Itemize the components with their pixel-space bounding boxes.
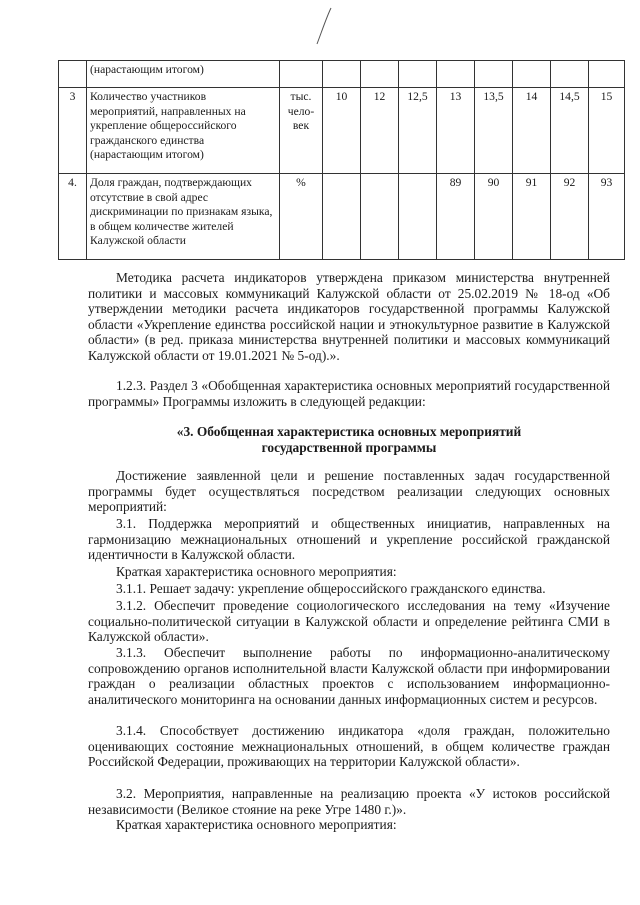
indicator-name: (нарастающим итогом): [87, 61, 280, 88]
value-cell: 13: [437, 88, 475, 174]
value-cell: [323, 61, 361, 88]
value-cell: 10: [323, 88, 361, 174]
item-3-2-paragraph: 3.2. Мероприятия, направленные на реализацию проекта «У истоков российской независимости (Великое стояние на реке Угре 1480 г.)».: [88, 786, 610, 817]
brief-characteristic-label: Краткая характеристика основного мероприятия:: [116, 564, 397, 579]
item-3-1-2-paragraph: 3.1.2. Обеспечит проведение социологического исследования на тему «Изучение социально-политической ситуации в Калужской области и определение рейтинга СМИ в Калужской области».: [88, 598, 610, 645]
value-cell: [399, 61, 437, 88]
table-row: [59, 174, 625, 260]
row-number: [59, 61, 87, 88]
row-number: 3: [59, 88, 87, 174]
value-cell: [361, 174, 399, 260]
unit-cell: тыс. чело-век: [280, 88, 323, 174]
value-cell: [513, 61, 551, 88]
handwritten-mark: [311, 6, 335, 46]
indicators-table: [58, 60, 625, 260]
value-cell: [323, 174, 361, 260]
value-cell: 14: [513, 88, 551, 174]
item-3-1-4-paragraph: 3.1.4. Способствует достижению индикатора «доля граждан, положительно оценивающих состояние межнациональных отношений, в общем количестве граждан Российской Федерации, проживающих на территории Калужской области».: [88, 723, 610, 770]
value-cell: [437, 61, 475, 88]
value-cell: [589, 61, 625, 88]
value-cell: 91: [513, 174, 551, 260]
value-cell: 89: [437, 174, 475, 260]
item-3-1-3-paragraph: 3.1.3. Обеспечит выполнение работы по информационно-аналитическому сопровождению органов исполнительной власти Калужской области при информировании граждан о реализации областных проектов с использованием информационно-аналитического мониторинга на основании данных информационных систем и ресурсов.: [88, 645, 610, 707]
value-cell: [361, 61, 399, 88]
value-cell: [399, 174, 437, 260]
unit-cell: [280, 61, 323, 88]
methodology-paragraph: Методика расчета индикаторов утверждена приказом министерства внутренней политики и массовых коммуникаций Калужской области от 25.02.2019 № 18-од «Об утверждении методики расчета индикаторов государственной программы Калужской области «Укрепление единства российской нации и этнокультурное развитие в Калужской области» (в ред. приказа министерства внутренней политики и массовых коммуникаций Калужской области от 19.01.2021 № 5-од).».: [88, 270, 610, 363]
brief-characteristic-label-2: Краткая характеристика основного мероприятия:: [116, 817, 397, 832]
section-amendment-paragraph: 1.2.3. Раздел 3 «Обобщенная характеристика основных мероприятий государственной программы» Программы изложить в следующей редакции:: [88, 378, 610, 409]
item-3-1-1-paragraph: 3.1.1. Решает задачу: укрепление общероссийского гражданского единства.: [116, 581, 546, 596]
unit-cell: %: [280, 174, 323, 260]
section-heading: «3. Обобщенная характеристика основных мероприятий государственной программы: [176, 424, 522, 455]
value-cell: 93: [589, 174, 625, 260]
row-number: 4.: [59, 174, 87, 260]
indicator-name: Количество участников мероприятий, направленных на укрепление общероссийского гражданского единства (нарастающим итогом): [87, 88, 280, 174]
table-row: [59, 61, 625, 88]
table-row: [59, 88, 625, 174]
value-cell: 92: [551, 174, 589, 260]
item-3-1-paragraph: 3.1. Поддержка мероприятий и общественных инициатив, направленных на гармонизацию межнациональных отношений и укрепление российской гражданской идентичности в Калужской области.: [88, 516, 610, 563]
value-cell: 90: [475, 174, 513, 260]
value-cell: 13,5: [475, 88, 513, 174]
value-cell: 12: [361, 88, 399, 174]
value-cell: 15: [589, 88, 625, 174]
intro-paragraph: Достижение заявленной цели и решение поставленных задач государственной программы будет осуществляться посредством реализации следующих основных мероприятий:: [88, 468, 610, 515]
value-cell: 14,5: [551, 88, 589, 174]
value-cell: [475, 61, 513, 88]
value-cell: 12,5: [399, 88, 437, 174]
indicator-name: Доля граждан, подтверждающих отсутствие в свой адрес дискриминации по признакам языка, в общем количестве жителей Калужской области: [87, 174, 280, 260]
value-cell: [551, 61, 589, 88]
